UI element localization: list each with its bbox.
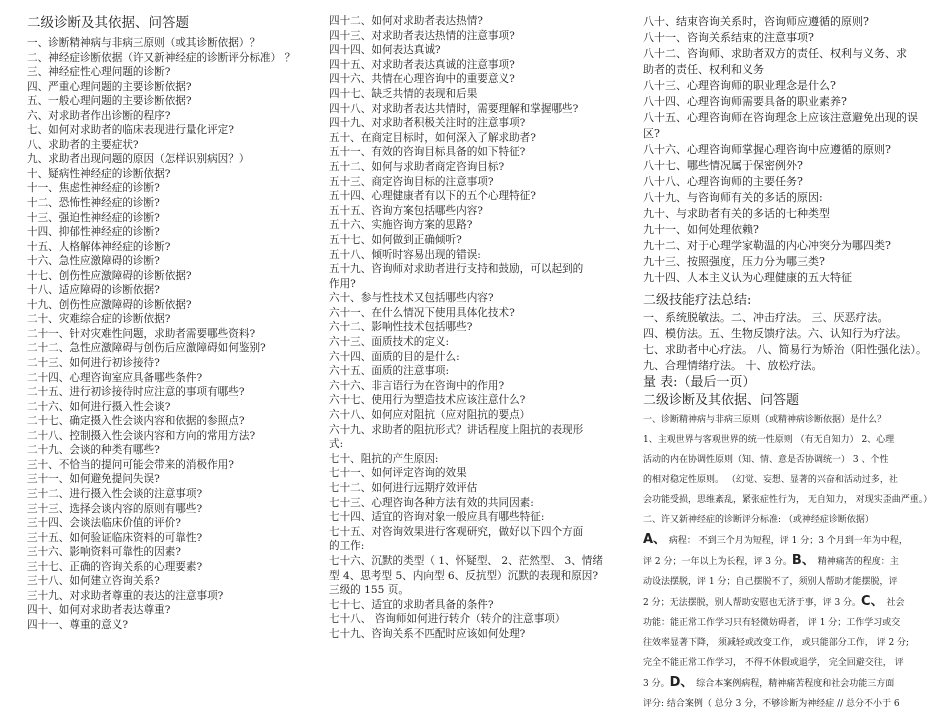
text-line: 十、疑病性神经症的诊断依据? xyxy=(27,167,171,180)
text-line: 四、模仿法。五、生物反馈疗法。六、认知行为疗法。 xyxy=(643,327,907,340)
text-line xyxy=(643,633,933,653)
text-line: 十二、恐怖性神经症的诊断? xyxy=(27,197,160,210)
criterion-text: 完全不能正常工作学习， 不得不休假或退学， 完全回避交往， 评 xyxy=(643,658,904,668)
text-line: 六十二、影响性技术包括哪些? xyxy=(329,321,473,334)
text-line: 区? xyxy=(643,127,660,140)
text-line: 一、诊断精神病与非病三原则（或精神病诊断依据）是什么？ xyxy=(643,415,887,425)
text-line: 三、神经症性心理问题的诊断? xyxy=(27,66,171,79)
text-line: 二、神经症诊断依据（许又新神经症的诊断评分标准） ？ xyxy=(27,51,296,64)
text-line: 型 4、思考型 5、内向型 6、反抗型）沉默的表现和原因? xyxy=(329,569,599,582)
criterion-text: 动设法摆脱，评 1 分；自己摆脱不了，须别人帮助才能摆脱，评 xyxy=(643,577,898,587)
text-line: 四十七、缺乏共情的表现和后果 xyxy=(329,87,478,100)
text-line: 二十五、进行初诊接待时应注意的事项有哪些? xyxy=(27,386,245,399)
text-line: 八、求助者的主要症状? xyxy=(27,138,139,151)
text-line: 四十一、尊重的意义? xyxy=(27,618,129,631)
text-line: 二十九、会谈的种类有哪些? xyxy=(27,444,160,457)
text-line: 四十九、对求助者积极关注时的注意事项? xyxy=(329,117,526,130)
text-line: 二、许又新神经症的诊断评分标准: （或神经症诊断依据） xyxy=(643,515,874,525)
text-line: 二十七、确定摄入性会谈内容和依据的参照点? xyxy=(27,415,245,428)
criterion-text: 评 2 分；一年以上为长程，评 3 分。 xyxy=(643,557,792,567)
text-line xyxy=(643,572,933,592)
text-line: 三十八、如何建立咨询关系? xyxy=(27,575,160,588)
text-line: 四、严重心理问题的主要诊断依据? xyxy=(27,80,192,93)
section-heading-2: 二级诊断及其依据、问答题 xyxy=(643,393,800,408)
skills-list xyxy=(643,310,933,374)
text-line: 六十一、在什么情况下使用具体化技术? xyxy=(329,306,515,319)
text-line: 五十三、商定咨询目标的注意事项? xyxy=(329,175,494,188)
text-line: 会功能受损，思维紊乱，紧张症性行为， 无自知力， 对现实歪曲严重。） xyxy=(643,495,933,505)
text-line: 三十三、选择会谈内容的原则有哪些? xyxy=(27,502,203,515)
text-line: 十三、强迫性神经症的诊断? xyxy=(27,211,160,224)
text-line: 十四、抑郁性神经症的诊断? xyxy=(27,226,160,239)
text-line: 一、诊断精神病与非病三原则（或其诊断依据）？ xyxy=(27,37,261,49)
text-line: 二十二、急性应激障碍与创伤后应激障碍如何鉴别? xyxy=(27,342,266,355)
text-line: 八十三、心理咨询师的职业理念是什么? xyxy=(643,79,836,92)
criterion-text: 2 分；无法摆脱，别人帮助安慰也无济于事，评 3 分。 xyxy=(643,598,862,608)
text-line: 八十九、与咨询师有关的多话的原因: xyxy=(643,191,823,204)
text-line: 二十、灾难综合症的诊断依据? xyxy=(27,313,171,326)
text-line: 八十五、心理咨询师在咨询理念上应该注意避免出现的误 xyxy=(643,111,918,124)
criterion-text: 往效率显著下降， 须减轻或改变工作， 或只能部分工作， 评 2 分; xyxy=(643,638,910,648)
text-line: 五、一般心理问题的主要诊断依据? xyxy=(27,95,192,108)
text-line: 活动的内在协调性原则（知、情、意是否协调统一） 3 、个性 xyxy=(643,455,889,465)
text-line: 五十一、有效的咨询目标具备的如下特征? xyxy=(329,146,526,159)
text-line: 七十三、心理咨询各种方法有效的共同因素: xyxy=(329,496,534,509)
criterion-text: 精神痛苦的程度：主 xyxy=(814,557,899,567)
scale-note: 量 表:（最后一页） xyxy=(643,375,756,390)
text-line: 四十八、对求助者表达共情时，需要理解和掌握哪些? xyxy=(329,102,579,115)
criterion-letter: C、 xyxy=(861,594,884,609)
text-line: 八十一、咨询关系结束的注意事项? xyxy=(643,31,814,44)
column-left xyxy=(27,14,317,632)
criterion-letter: B、 xyxy=(791,553,815,568)
text-line: 二十八、控制摄入性会谈内容和方向的常用方法? xyxy=(27,429,256,442)
text-line: 五十七、如何做到正确倾听? xyxy=(329,233,462,246)
criterion-text: 功能：能正常工作学习只有轻微妨碍者， 评 1 分；工作学习或交 xyxy=(643,618,901,628)
text-line: 二十三、如何进行初诊接待? xyxy=(27,357,160,370)
text-line xyxy=(643,653,933,673)
text-line: 十八、适应障碍的诊断依据? xyxy=(27,284,160,297)
text-line: 七十一、如何评定咨询的效果 xyxy=(329,467,467,480)
text-line xyxy=(643,694,933,714)
text-line: 一、系统脱敏法。二、冲击疗法。 三、厌恶疗法。 xyxy=(643,311,889,324)
text-line xyxy=(643,551,933,572)
text-line: 的相对稳定性原则。 （幻觉、妄想、显著的兴奋和活动过多，社 xyxy=(643,475,898,485)
text-line: 九十、与求助者有关的多话的七种类型 xyxy=(643,207,830,220)
text-line: 八十八、心理咨询师的主要任务? xyxy=(643,175,803,188)
text-line: 六十八、如何应对阻抗（应对阻抗的要点） xyxy=(329,409,531,422)
text-line: 八十二、咨询师、求助者双方的责任、权利与义务、求 xyxy=(643,47,907,60)
text-line: 式: xyxy=(329,438,344,451)
text-line: 五十九、咨询师对求助者进行支持和鼓励，可以起到的 xyxy=(329,263,584,276)
text-line: 七十六、沉默的类型（ 1、怀疑型、 2、茫然型、 3、情绪 xyxy=(329,554,603,567)
text-line: 三十四、会谈法临床价值的评价? xyxy=(27,517,181,530)
text-line: 九十三、按照强度，压力分为哪三类? xyxy=(643,255,825,268)
text-line: 五十二、如何与求助者商定咨询目标? xyxy=(329,160,505,173)
text-line: 七十、阻抗的产生原因: xyxy=(329,452,439,465)
text-line: 八十六、心理咨询师掌握心理咨询中应遵循的原则? xyxy=(643,143,891,156)
text-line: 六、对求助者作出诊断的程序? xyxy=(27,109,171,122)
text-line: 七十八、 咨询师如何进行转介（转介的注意事项） xyxy=(329,613,566,626)
text-line: 二十四、心理咨询室应具备哪些条件? xyxy=(27,371,203,384)
criterion-text: 病程： 不到三个月为短程，评 1 分；3 个月到一年为中程， xyxy=(666,536,908,546)
text-line: 三十六、影响资料可靠性的因素? xyxy=(27,546,181,559)
text-line: 八十、结束咨询关系时，咨询师应遵循的原则? xyxy=(643,15,869,28)
criterion-text: 评分: 结合案例（ 总分 3 分，不够诊断为神经症 // 总分不小于 6 xyxy=(643,699,900,709)
text-line: 九、求助者出现问题的原因（怎样识别病因？） xyxy=(27,153,250,166)
text-line: 六十六、非言语行为在咨询中的作用? xyxy=(329,379,505,392)
score-criteria xyxy=(643,530,933,714)
skills-heading: 二级技能疗法总结: xyxy=(643,293,752,308)
text-line: 十九、创伤性应激障碍的诊断依据? xyxy=(27,298,192,311)
text-line xyxy=(643,673,933,694)
text-line: 三十、不恰当的提问可能会带来的消极作用? xyxy=(27,458,234,471)
question-list xyxy=(329,14,629,642)
text-line: 三十五、如何验证临床资料的可靠性? xyxy=(27,531,203,544)
text-line: 二十一、针对灾难性问题，求助者需要哪些资料? xyxy=(27,327,256,340)
text-line: 六十五、面质的注意事项: xyxy=(329,365,450,378)
text-line: 八十七、哪些情况属于保密例外? xyxy=(643,159,803,172)
column-right xyxy=(643,14,933,714)
text-line: 九十一、如何处理依赖? xyxy=(643,223,759,236)
criterion-letter: D、 xyxy=(669,675,694,690)
text-line: 九十二、对于心理学家勒温的内心冲突分为哪四类? xyxy=(643,239,891,252)
text-line: 四十五、对求助者表达真诚的注意事项? xyxy=(329,58,515,71)
text-line: 六十九、求助者的阻抗形式？讲话程度上阻抗的表现形 xyxy=(329,423,584,436)
text-line: 六十四、面质的目的是什么: xyxy=(329,350,460,363)
text-line: 四十二、如何对求助者表达热情? xyxy=(329,15,483,27)
text-line: 七十四、适宜的咨询对象一般应具有哪些特征: xyxy=(329,511,545,524)
text-line xyxy=(643,592,933,613)
criterion-text: 综合本案例病程，精神痛苦程度和社会功能三方面 xyxy=(693,679,895,689)
column-middle xyxy=(329,14,629,642)
text-line: 作用? xyxy=(329,277,356,290)
text-line: 八十四、心理咨询师需要具备的职业素养? xyxy=(643,95,847,108)
question-list xyxy=(643,14,933,286)
text-line: 六十三、面质技术的定义: xyxy=(329,336,450,349)
text-line: 三十一、如何避免提问失误? xyxy=(27,473,160,486)
text-line: 的工作: xyxy=(329,540,365,553)
text-line: 五十八、倾听时容易出现的错误: xyxy=(329,248,481,261)
text-line xyxy=(643,530,933,551)
text-line: 二十六、如何进行摄入性会谈? xyxy=(27,400,171,413)
section-heading: 二级诊断及其依据、问答题 xyxy=(27,15,189,31)
text-line: 六十七、使用行为塑造技术应该注意什么? xyxy=(329,394,526,407)
text-line: 三十九、对求助者尊重的表达的注意事项? xyxy=(27,589,224,602)
text-line: 九十四、人本主义认为心理健康的五大特征 xyxy=(643,271,852,284)
text-line: 三十二、进行摄入性会谈的注意事项? xyxy=(27,487,203,500)
answer-text xyxy=(643,410,933,530)
text-line: 七、求助者中心疗法。 八、简易行为矫治（阳性强化法）。 xyxy=(643,343,927,356)
criterion-letter: A、 xyxy=(643,532,667,547)
text-line: 七十七、适宜的求助者具备的条件? xyxy=(329,598,494,611)
text-line: 七十二、如何进行远期疗效评估 xyxy=(329,482,478,494)
text-line: 三十七、正确的咨询关系的心理要素? xyxy=(27,560,203,573)
text-line: 六十、参与性技术又包括哪些内容? xyxy=(329,292,494,305)
text-line: 五十四、心理健康者有以下的五个心理特征? xyxy=(329,190,536,203)
text-line: 三级的 155 页。 xyxy=(329,584,409,597)
text-line: 七十五、对咨询效果进行客观研究，做好以下四个方面 xyxy=(329,525,584,538)
text-line: 十一、焦虑性神经症的诊断? xyxy=(27,182,160,195)
text-line: 助者的责任、权利和义务 xyxy=(643,63,764,76)
criterion-text: 3 分。 xyxy=(643,679,670,689)
text-line: 四十四、如何表达真诚? xyxy=(329,44,441,57)
text-line: 七十九、咨询关系不匹配时应该如何处理? xyxy=(329,627,526,640)
text-line xyxy=(643,613,933,633)
text-line: 十七、创伤性应激障碍的诊断依据? xyxy=(27,269,192,282)
criterion-text: 社会 xyxy=(883,598,905,608)
text-line: 四十六、共情在心理咨询中的重要意义? xyxy=(329,73,515,86)
text-line: 十六、急性应激障碍的诊断? xyxy=(27,255,160,268)
text-line: 七、如何对求助者的临床表现进行量化评定? xyxy=(27,124,234,137)
text-line: 四十、如何对求助者表达尊重? xyxy=(27,604,171,617)
question-list xyxy=(27,36,317,632)
text-line: 九、合理情绪疗法。 十、放松疗法。 xyxy=(643,359,823,372)
text-line: 1、主观世界与客观世界的统一性原则 （有无自知力） 2、心理 xyxy=(643,435,895,445)
text-line: 五十六、实施咨询方案的思路? xyxy=(329,219,473,232)
text-line: 十五、人格解体神经症的诊断? xyxy=(27,240,171,253)
text-line: 五十、在商定目标时，如何深入了解求助者? xyxy=(329,131,536,144)
text-line: 四十三、对求助者表达热情的注意事项? xyxy=(329,29,515,42)
text-line: 五十五、咨询方案包括哪些内容? xyxy=(329,204,483,217)
